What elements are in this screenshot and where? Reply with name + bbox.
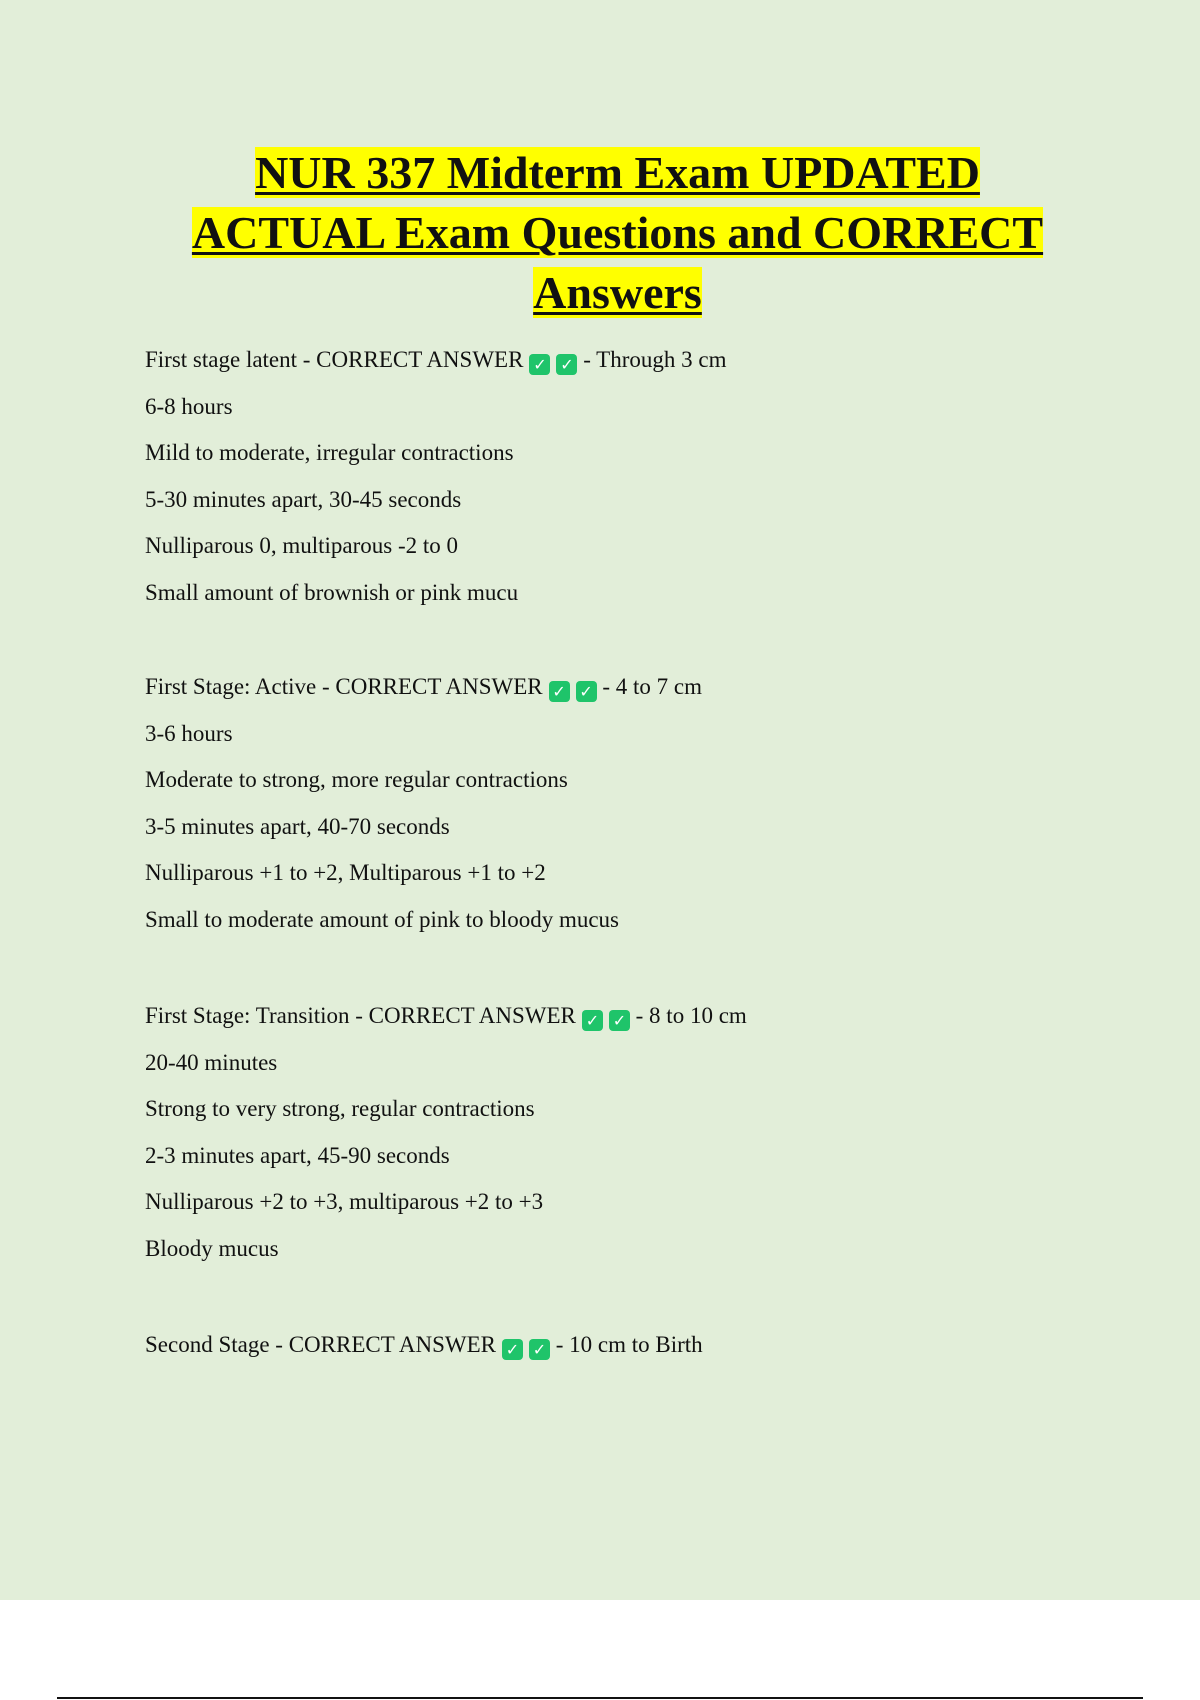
check-mark-icon: ✓ (502, 1339, 523, 1360)
check-mark-icon: ✓ (582, 1010, 603, 1031)
answer-detail-line: Moderate to strong, more regular contractions (145, 767, 568, 792)
qa-block-first-stage-active (145, 664, 1145, 943)
answer-detail-line: Nulliparous +1 to +2, Multiparous +1 to +2 (145, 860, 546, 885)
qa-block-first-stage-transition (145, 993, 1145, 1272)
qa-question-line (145, 993, 1145, 1040)
answer-detail-line: Small amount of brownish or pink mucu (145, 579, 519, 605)
check-mark-icon: ✓ (609, 1010, 630, 1031)
check-mark-icon: ✓ (529, 354, 550, 375)
answer-text: - 10 cm to Birth (555, 1332, 703, 1357)
qa-block-second-stage (145, 1322, 1145, 1369)
check-mark-icon: ✓ (576, 681, 597, 702)
answer-detail-line: 20-40 minutes (145, 1049, 278, 1075)
answer-detail-line: Nulliparous 0, multiparous -2 to 0 (145, 533, 459, 558)
answer-detail-line: 3-6 hours (145, 720, 233, 746)
question-text: Second Stage - CORRECT ANSWER (145, 1332, 496, 1357)
answer-detail-line: 3-5 minutes apart, 40-70 seconds (145, 813, 450, 839)
question-text: First Stage: Active - CORRECT ANSWER (145, 674, 543, 699)
answer-detail-line: Small to moderate amount of pink to bloody mucus (145, 906, 619, 932)
answer-detail-line: Strong to very strong, regular contractions (145, 1096, 535, 1121)
title-line: Answers (533, 267, 702, 318)
question-text: First Stage: Transition - CORRECT ANSWER (145, 1003, 576, 1028)
answer-detail-line: 6-8 hours (145, 393, 233, 419)
answer-text: - Through 3 cm (583, 347, 727, 372)
title-line: NUR 337 Midterm Exam UPDATED (255, 147, 980, 198)
answer-detail-line: Bloody mucus (145, 1235, 279, 1261)
answer-detail-line: 5-30 minutes apart, 30-45 seconds (145, 486, 462, 512)
qa-question-line (145, 1322, 1145, 1369)
answer-text: - 8 to 10 cm (635, 1003, 747, 1028)
qa-question-line (145, 664, 1145, 711)
check-mark-icon: ✓ (549, 681, 570, 702)
question-text: First stage latent - CORRECT ANSWER (145, 347, 524, 372)
check-mark-icon: ✓ (556, 354, 577, 375)
qa-question-line (145, 337, 1145, 384)
answer-detail-line: Nulliparous +2 to +3, multiparous +2 to +3 (145, 1189, 544, 1214)
answer-detail-line: Mild to moderate, irregular contractions (145, 440, 514, 465)
document-title (130, 143, 1105, 323)
answer-text: - 4 to 7 cm (602, 674, 703, 699)
qa-block-first-stage-latent (145, 337, 1145, 616)
check-mark-icon: ✓ (529, 1339, 550, 1360)
page-footer-divider (57, 1697, 1143, 1699)
answer-detail-line: 2-3 minutes apart, 45-90 seconds (145, 1142, 450, 1168)
title-line: ACTUAL Exam Questions and CORRECT (191, 207, 1044, 258)
